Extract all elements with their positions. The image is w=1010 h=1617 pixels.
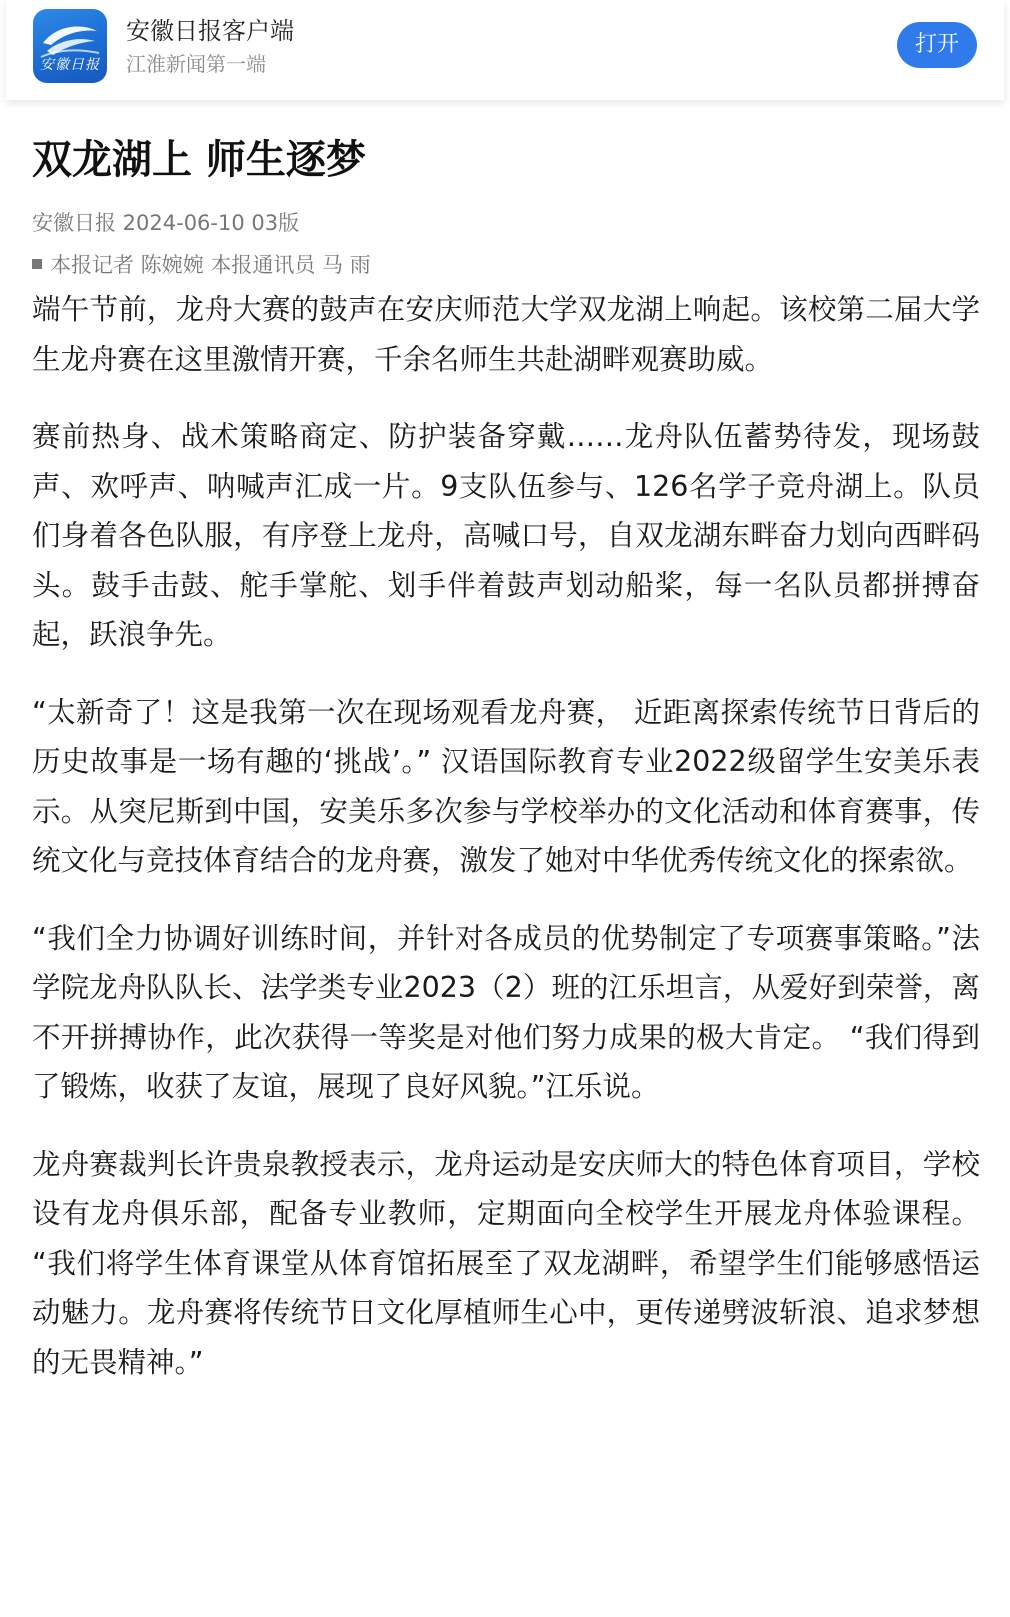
byline-text: 本报记者 陈婉婉 本报通讯员 马 雨 xyxy=(50,253,371,277)
article xyxy=(32,128,980,1415)
app-download-banner[interactable] xyxy=(6,0,1004,100)
article-title: 双龙湖上 师生逐梦 xyxy=(32,137,366,183)
article-byline xyxy=(32,250,980,280)
square-bullet-icon xyxy=(32,259,42,269)
article-paragraph: 赛前热身、战术策略商定、防护装备穿戴……龙舟队伍蓄势待发，现场鼓声、欢呼声、呐喊声汇成一片。9支队伍参与、126名学子竞舟湖上。队员们身着各色队服，有序登上龙舟，高喊口号，自双龙湖东畔奋力划向西畔码头。鼓手击鼓、舵手掌舵、划手伴着鼓声划动船桨，每一名队员都拼搏奋起，跃浪争先。 xyxy=(32,420,980,651)
article-meta: 安徽日报 2024-06-10 03版 xyxy=(32,211,300,235)
article-paragraph: 端午节前，龙舟大赛的鼓声在安庆师范大学双龙湖上响起。该校第二届大学生龙舟赛在这里激情开赛，千余名师生共赴湖畔观赛助威。 xyxy=(32,293,980,376)
article-paragraph: 龙舟赛裁判长许贵泉教授表示，龙舟运动是安庆师大的特色体育项目，学校设有龙舟俱乐部，配备专业教师，定期面向全校学生开展龙舟体验课程。 “我们将学生体育课堂从体育馆拓展至了双龙湖畔，希望学生们能够感悟运动魅力。龙舟赛将传统节日文化厚植师生心中，更传递劈波斩浪、追求梦想的无畏精神。” xyxy=(32,1147,980,1379)
article-paragraph: “我们全力协调好训练时间，并针对各成员的优势制定了专项赛事策略。”法学院龙舟队队长、法学类专业2023（2）班的江乐坦言，从爱好到荣誉，离不开拼搏协作，此次获得一等奖是对他们努力成果的极大肯定。 “我们得到了锻炼，收获了友谊，展现了良好风貌。”江乐说。 xyxy=(32,921,980,1103)
article-paragraph: “太新奇了！这是我第一次在现场观看龙舟赛， 近距离探索传统节日背后的历史故事是一场有趣的‘挑战’。” 汉语国际教育专业2022级留学生安美乐表示。从突尼斯到中国，安美乐多次参与学校举办的文化活动和体育赛事，传统文化与竞技体育结合的龙舟赛，激发了她对中华优秀传统文化的探索欲。 xyxy=(32,695,980,877)
app-slogan: 江淮新闻第一端 xyxy=(126,52,266,76)
anhui-daily-logo[interactable] xyxy=(33,9,107,83)
open-app-button[interactable]: 打开 xyxy=(897,22,977,68)
logo-lettering: 安徽日报 xyxy=(40,57,100,73)
app-name: 安徽日报客户端 xyxy=(126,17,294,45)
article-body xyxy=(32,285,980,1387)
